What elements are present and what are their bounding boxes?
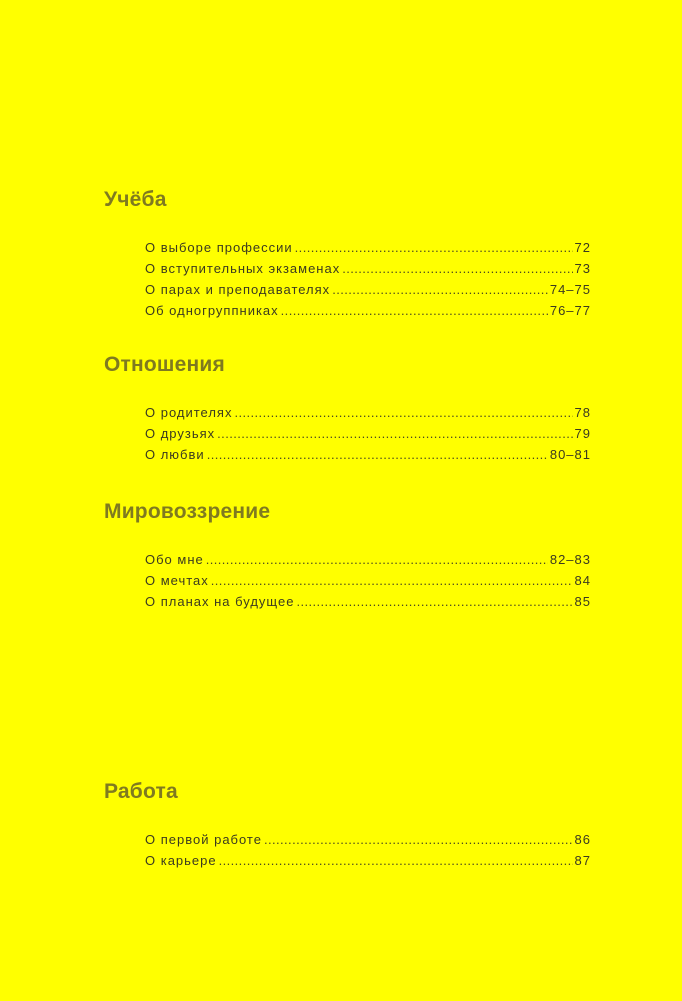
toc-entry-page: 74–75 xyxy=(549,282,591,297)
dot-leader xyxy=(332,279,548,300)
toc-entry-title: Обо мне xyxy=(145,552,204,567)
toc-entry-list xyxy=(145,402,591,465)
dot-leader xyxy=(206,549,548,570)
toc-entry-page: 78 xyxy=(574,405,591,420)
toc-entry-title: О выборе профессии xyxy=(145,240,293,255)
toc-entry-title: О родителях xyxy=(145,405,233,420)
toc-entry-page: 86 xyxy=(574,832,591,847)
toc-entry-title: О первой работе xyxy=(145,832,262,847)
toc-entry-title: О вступительных экзаменах xyxy=(145,261,341,276)
dot-leader xyxy=(207,444,548,465)
toc-entry-title: О планах на будущее xyxy=(145,594,295,609)
toc-entry[interactable] xyxy=(145,444,591,465)
dot-leader xyxy=(217,423,572,444)
section-heading: Учёба xyxy=(104,188,167,211)
toc-entry-page: 80–81 xyxy=(549,447,591,462)
toc-entry-page: 79 xyxy=(574,426,591,441)
toc-entry[interactable] xyxy=(145,258,591,279)
toc-entry[interactable] xyxy=(145,237,591,258)
toc-entry-title: О мечтах xyxy=(145,573,209,588)
section-heading: Отношения xyxy=(104,353,225,376)
toc-entry[interactable] xyxy=(145,300,591,321)
toc-entry-page: 73 xyxy=(574,261,591,276)
toc-entry-list xyxy=(145,829,591,871)
toc-entry[interactable] xyxy=(145,402,591,423)
toc-entry-title: Об одногруппниках xyxy=(145,303,279,318)
dot-leader xyxy=(342,258,572,279)
dot-leader xyxy=(296,591,572,612)
section-heading: Работа xyxy=(104,780,178,803)
dot-leader xyxy=(211,570,573,591)
dot-leader xyxy=(234,402,572,423)
section-heading: Мировоззрение xyxy=(104,500,271,523)
toc-entry-page: 82–83 xyxy=(549,552,591,567)
toc-entry-list xyxy=(145,237,591,321)
toc-entry[interactable] xyxy=(145,549,591,570)
toc-entry-page: 87 xyxy=(574,853,591,868)
dot-leader xyxy=(219,850,573,871)
toc-entry-page: 84 xyxy=(574,573,591,588)
toc-entry[interactable] xyxy=(145,570,591,591)
toc-entry-list xyxy=(145,549,591,612)
toc-entry-title: О карьере xyxy=(145,853,217,868)
dot-leader xyxy=(295,237,573,258)
toc-entry-page: 76–77 xyxy=(549,303,591,318)
toc-entry[interactable] xyxy=(145,279,591,300)
toc-entry[interactable] xyxy=(145,591,591,612)
toc-entry-page: 85 xyxy=(574,594,591,609)
dot-leader xyxy=(264,829,573,850)
toc-entry[interactable] xyxy=(145,850,591,871)
toc-entry-title: О парах и преподавателях xyxy=(145,282,331,297)
toc-entry-title: О любви xyxy=(145,447,205,462)
toc-entry[interactable] xyxy=(145,423,591,444)
toc-entry-title: О друзьях xyxy=(145,426,216,441)
dot-leader xyxy=(281,300,548,321)
toc-entry[interactable] xyxy=(145,829,591,850)
toc-entry-page: 72 xyxy=(574,240,591,255)
